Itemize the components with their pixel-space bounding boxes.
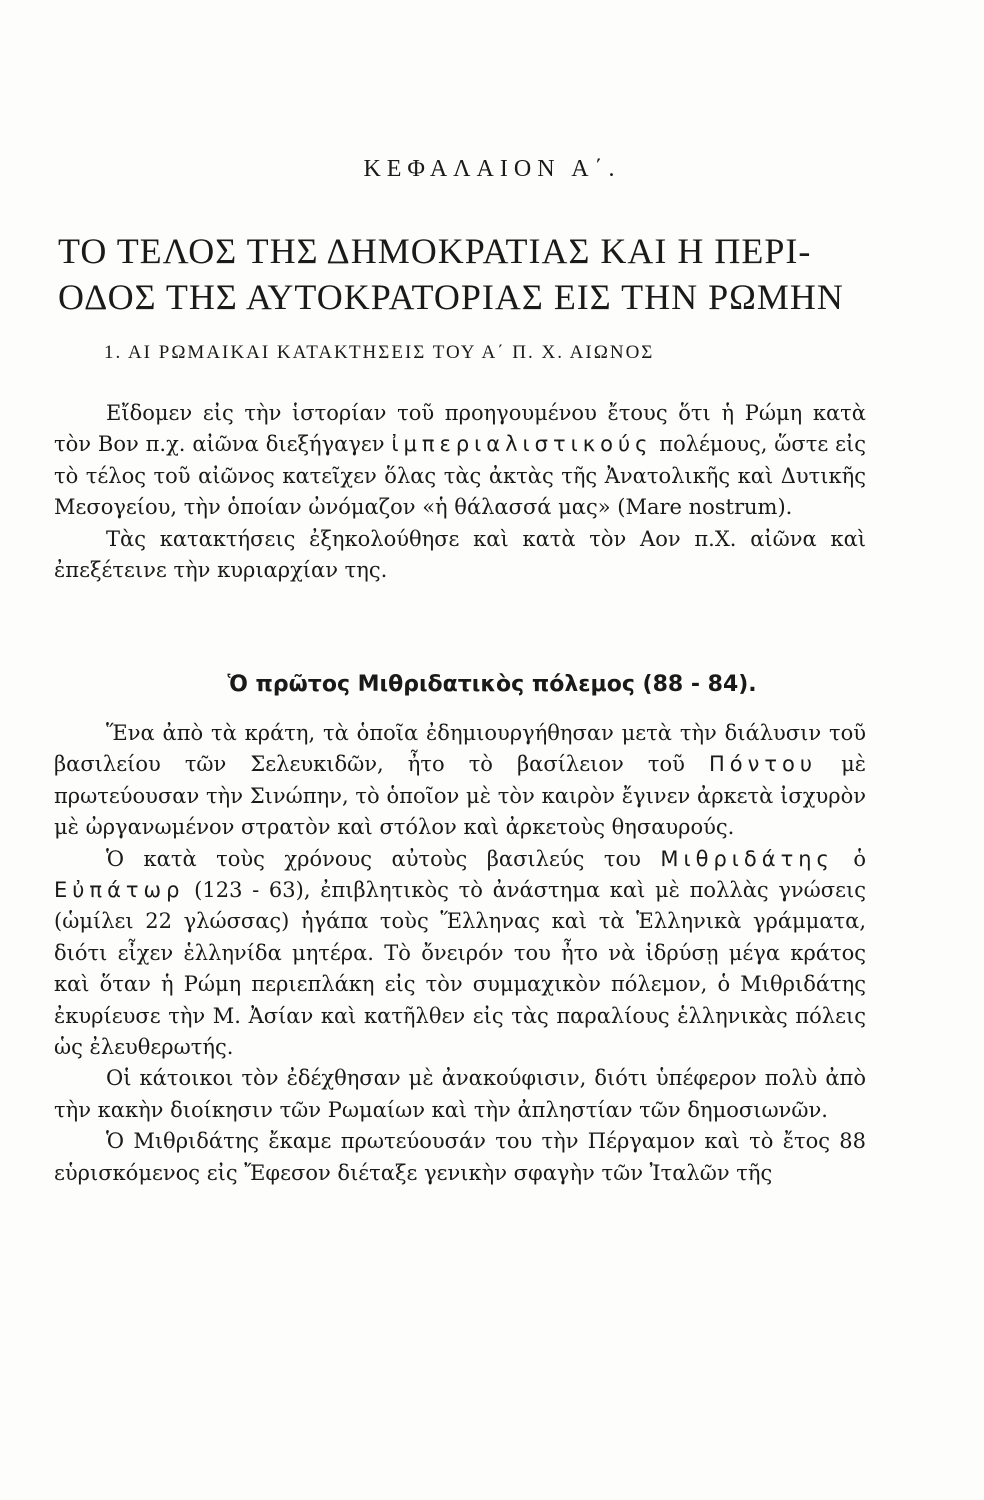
subsection-heading: Ὁ πρῶτος Μιθριδατικὸς πόλεμος (88 - 84). [227, 672, 757, 697]
intro-text-block [54, 398, 866, 586]
emphasized-term: ἰμπεριαλιστικούς [391, 432, 653, 457]
page-title [58, 228, 938, 320]
text-run: Ὁ κατὰ τοὺς χρόνους αὐτοὺς βασιλεύς του [106, 846, 661, 871]
paragraph [54, 398, 866, 524]
paragraph: Οἱ κάτοικοι τὸν ἐδέχθησαν μὲ ἀνακούφισιν, διότι ὑπέφερον πολὺ ἀπὸ τὴν κακὴν διοίκησιν τῶν Ρωμαίων καὶ τὴν ἀπληστίαν τῶν δημοσιωνῶν. [54, 1066, 866, 1122]
paragraph: Τὰς κατακτήσεις ἐξηκολούθησε καὶ κατὰ τὸν Αον π.Χ. αἰῶνα καὶ ἐπεξέτεινε τὴν κυριαρχίαν της. [54, 526, 866, 583]
chapter-heading: ΚΕΦΑΛΑΙΟΝ Α΄. [363, 156, 621, 182]
text-run: πολέμους, ὥστε εἰς τὸ τέλος τοῦ αἰῶνος κατεῖχεν ὅλας τὰς ἀκτὰς τῆς Ἀνατολικῆς καὶ Δυτικῆς Μεσογείου, τὴν ὁποίαν ὠνόμαζον «ἡ θάλασσά μας» (Mare nostrum). [54, 432, 866, 520]
paragraph [54, 718, 866, 844]
title-line-1: ΤΟ ΤΕΛΟΣ ΤΗΣ ΔΗΜΟΚΡΑΤΙΑΣ ΚΑΙ Η ΠΕΡΙ- [58, 231, 812, 271]
emphasized-term: Πόντου [708, 752, 817, 777]
text-run: (123 - 63), ἐπιβλητικὸς τὸ ἀνάστημα καὶ μὲ πολλὰς γνώσεις (ὡμίλει 22 γλώσσας) ἠγάπα τοὺς Ἕλληνας καὶ τὰ Ἑλληνικὰ γράμματα, διότι εἶχεν ἑλληνίδα μητέρα. Τὸ ὄνειρόν του ἦτο νὰ ἱδρύσῃ μέγα κράτος καὶ ὅταν ἡ Ρώμη περιεπλάκη εἰς τὸν συμμαχικὸν πόλεμον, ὁ Μιθριδάτης ἐκυρίευσε τὴν Μ. Ἀσίαν καὶ κατῆλθεν εἰς τὰς παραλίους ἑλληνικὰς πόλεις ὡς ἐλευθερωτής. [54, 878, 866, 1060]
emphasized-term: Μιθριδάτης [660, 846, 834, 871]
text-run: Εἴδομεν εἰς τὴν ἱστορίαν τοῦ προηγουμένου ἔτους ὅτι ἡ Ρώμη κατὰ τὸν Βον π.χ. αἰῶνα διεξήγαγεν [54, 401, 866, 457]
section-heading: 1. ΑΙ ΡΩΜΑΙΚΑΙ ΚΑΤΑΚΤΗΣΕΙΣ ΤΟΥ Α΄ Π. Χ. ΑΙΩΝΟΣ [104, 342, 655, 363]
text-run: Ἕνα ἀπὸ τὰ κράτη, τὰ ὁποῖα ἐδημιουργήθησαν μετὰ τὴν διάλυσιν τοῦ βασιλείου τῶν Σελευκιδῶν, ἦτο τὸ βασίλειον τοῦ [54, 721, 866, 777]
emphasized-term: Εὐπάτωρ [54, 878, 185, 903]
paragraph: Ὁ Μιθριδάτης ἔκαμε πρωτεύουσάν του τὴν Πέργαμον καὶ τὸ ἔτος 88 εὑρισκόμενος εἰς Ἔφεσον διέταξε γενικὴν σφαγὴν τῶν Ἰταλῶν τῆς [54, 1129, 866, 1185]
war-text-block [54, 718, 866, 1189]
text-run: μὲ πρωτεύουσαν τὴν Σινώπην, τὸ ὁποῖον μὲ τὸν καιρὸν ἔγινεν ἀρκετὰ ἰσχυρὸν μὲ ὠργανωμένον στρατὸν καὶ στόλον καὶ ἀρκετοὺς θησαυρούς. [54, 752, 867, 840]
paragraph [54, 844, 866, 1064]
text-run: ὁ [833, 846, 866, 871]
title-line-2: ΟΔΟΣ ΤΗΣ ΑΥΤΟΚΡΑΤΟΡΙΑΣ ΕΙΣ ΤΗΝ ΡΩΜΗΝ [58, 277, 844, 317]
